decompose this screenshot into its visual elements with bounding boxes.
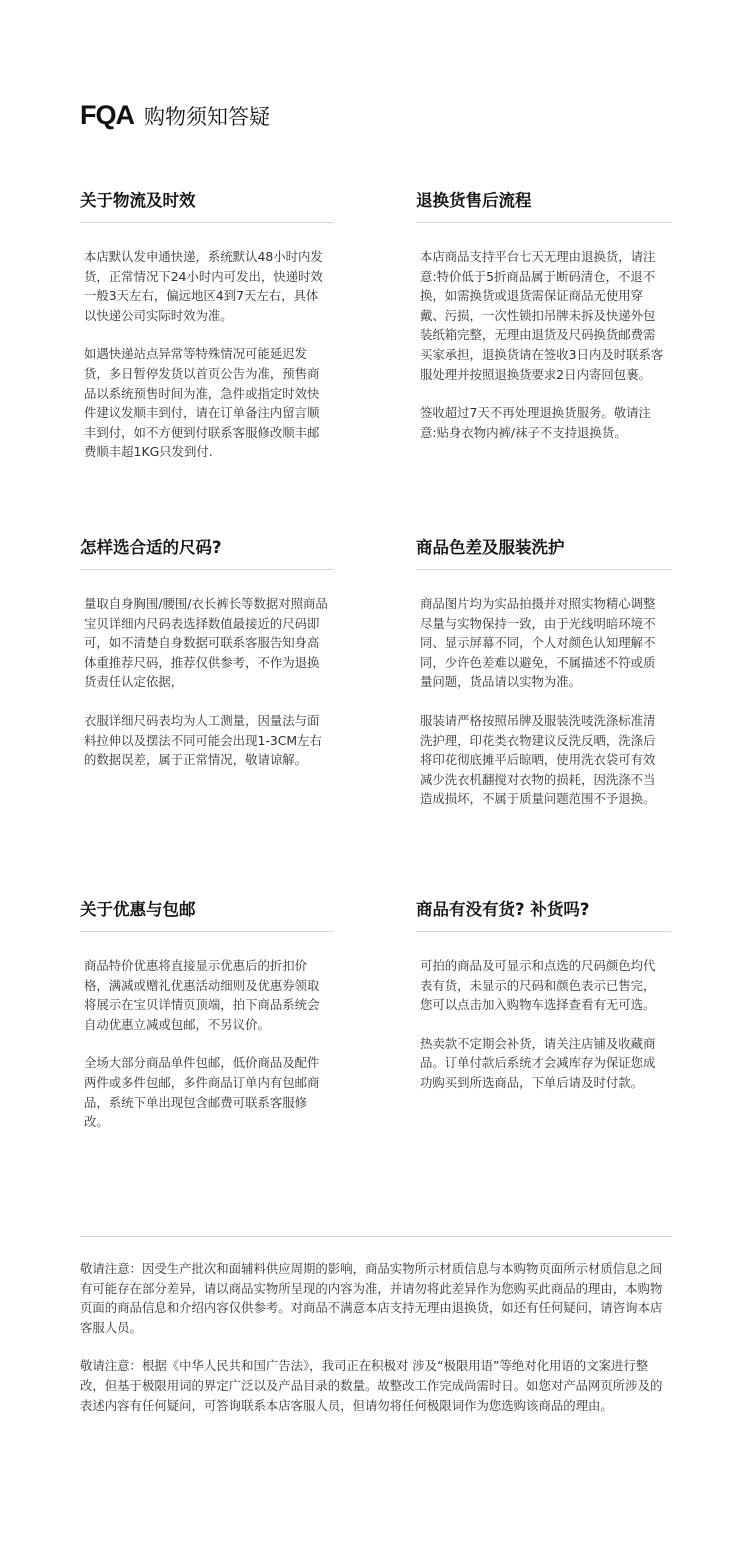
notice-block (80, 1236, 672, 1434)
section-paragraph: 商品图片均为实品拍摄并对照实物精心调整尽量与实物保持一致，由于光线明暗环境不同、显示屏幕不同，个人对颜色认知理解不同，少许色差难以避免，不属描述不符或质量问题，货品请以实物为准。 (420, 596, 656, 690)
page-header (80, 100, 270, 131)
section-color-care (416, 537, 671, 828)
page-title: 购物须知答疑 (144, 105, 270, 129)
section-heading: 退换货售后流程 (416, 190, 671, 223)
section-stock (416, 899, 671, 1112)
section-paragraph: 签收超过7天不再处理退换货服务。敬请注意:贴身衣物内裤/袜子不支持退换货。 (420, 405, 651, 440)
section-heading: 怎样选合适的尺码? (80, 537, 334, 570)
section-paragraph: 商品特价优惠将直接显示优惠后的折扣价格，满减或赠礼优惠活动细则及优惠券领取将展示在宝贝详情页顶端，拍下商品系统会自动优惠立减或包邮，不另议价。 (84, 958, 320, 1032)
section-logistics (80, 190, 334, 481)
section-paragraph: 本店商品支持平台七天无理由退换货，请注意:特价低于5折商品属于断码清仓，不退不换，如需换货或退货需保证商品无使用穿戴、污损，一次性锁扣吊牌未拆及快递外包装纸箱完整，无理由退货及尺码换货邮费需买家承担，退换货请在签收3日内及时联系客服处理并按照退换货要求2日内寄回包裹。 (420, 249, 664, 382)
section-paragraph: 全场大部分商品单件包邮，低价商品及配件两件或多件包邮，多件商品订单内有包邮商品，系统下单出现包含邮费可联系客服修改。 (84, 1055, 320, 1130)
section-heading: 关于优惠与包邮 (80, 899, 334, 932)
section-paragraph: 可拍的商品及可显示和点选的尺码颜色均代表有货，未显示的尺码和颜色表示已售完，您可以点击加入购物车选择查看有无可选。 (420, 958, 656, 1013)
section-paragraph: 服装请严格按照吊牌及服装洗唛洗涤标准清洗护理，印花类衣物建议反洗反晒，洗涤后将印花彻底摊平后晾晒，使用洗衣袋可有效减少洗衣机翻搅对衣物的损耗，因洗涤不当造成损坏，不属于质量问题范围不予退换。 (420, 712, 656, 807)
section-paragraph: 本店默认发申通快递，系统默认48小时内发货，正常情况下24小时内可发出，快递时效一般3天左右，偏远地区4到7天左右，具体以快递公司实际时效为准。 (84, 249, 323, 323)
section-sizing (80, 537, 334, 789)
section-paragraph: 如遇快递站点异常等特殊情况可能延迟发货，多日暂停发货以首页公告为准，预售商品以系统预售时间为准，急件或指定时效快件建议发顺丰到付，请在订单备注内留言顺丰到付，如不方便到付联系客服修改顺丰邮费顺丰超1KG只发到付. (84, 346, 320, 460)
section-returns (416, 190, 671, 461)
notice-paragraph: 敬请注意：根据《中华人民共和国广告法》，我司正在积极对 涉及“极限用语”等绝对化用语的文案进行整改，但基于极限用词的界定广泛以及产品目录的数量。故整改工作完成尚需时日。如您对产品网页所涉及的表述内容有任何疑问，可答询联系本店客服人员，但请勿将任何极限词作为您选购该商品的理由。 (80, 1358, 663, 1413)
section-paragraph: 热卖款不定期会补货，请关注店铺及收藏商品。订单付款后系统才会减库存为保证您成功购买到所选商品，下单后请及时付款。 (420, 1035, 656, 1090)
notice-paragraph: 敬请注意：因受生产批次和面辅料供应周期的影响，商品实物所示材质信息与本购物页面所示材质信息之间有可能存在部分差异，请以商品实物所呈现的内容为准，并请勿将此差异作为您购买此商品的理由，本购物页面的商品信息和介绍内容仅供参考。对商品不满意本店支持无理由退换货，如还有任何疑问，请咨询本店客服人员。 (80, 1261, 663, 1335)
section-discounts (80, 899, 334, 1151)
section-heading: 商品色差及服装洗护 (416, 537, 671, 570)
section-heading: 关于物流及时效 (80, 190, 334, 223)
brand-logo: FQA (80, 100, 134, 130)
section-heading: 商品有没有货? 补货吗? (416, 899, 671, 932)
section-paragraph: 量取自身胸围/腰围/衣长裤长等数据对照商品宝贝详细内尺码表选择数值最接近的尺码即可，如不清楚自身数据可联系客服告知身高体重推荐尺码，推荐仅供参考，不作为退换货责任认定依据， (84, 596, 328, 690)
section-paragraph: 衣服详细尺码表均为人工测量，因量法与面料拉伸以及摆法不同可能会出现1-3CM左右的数据误差，属于正常情况，敬请谅解。 (84, 712, 322, 768)
